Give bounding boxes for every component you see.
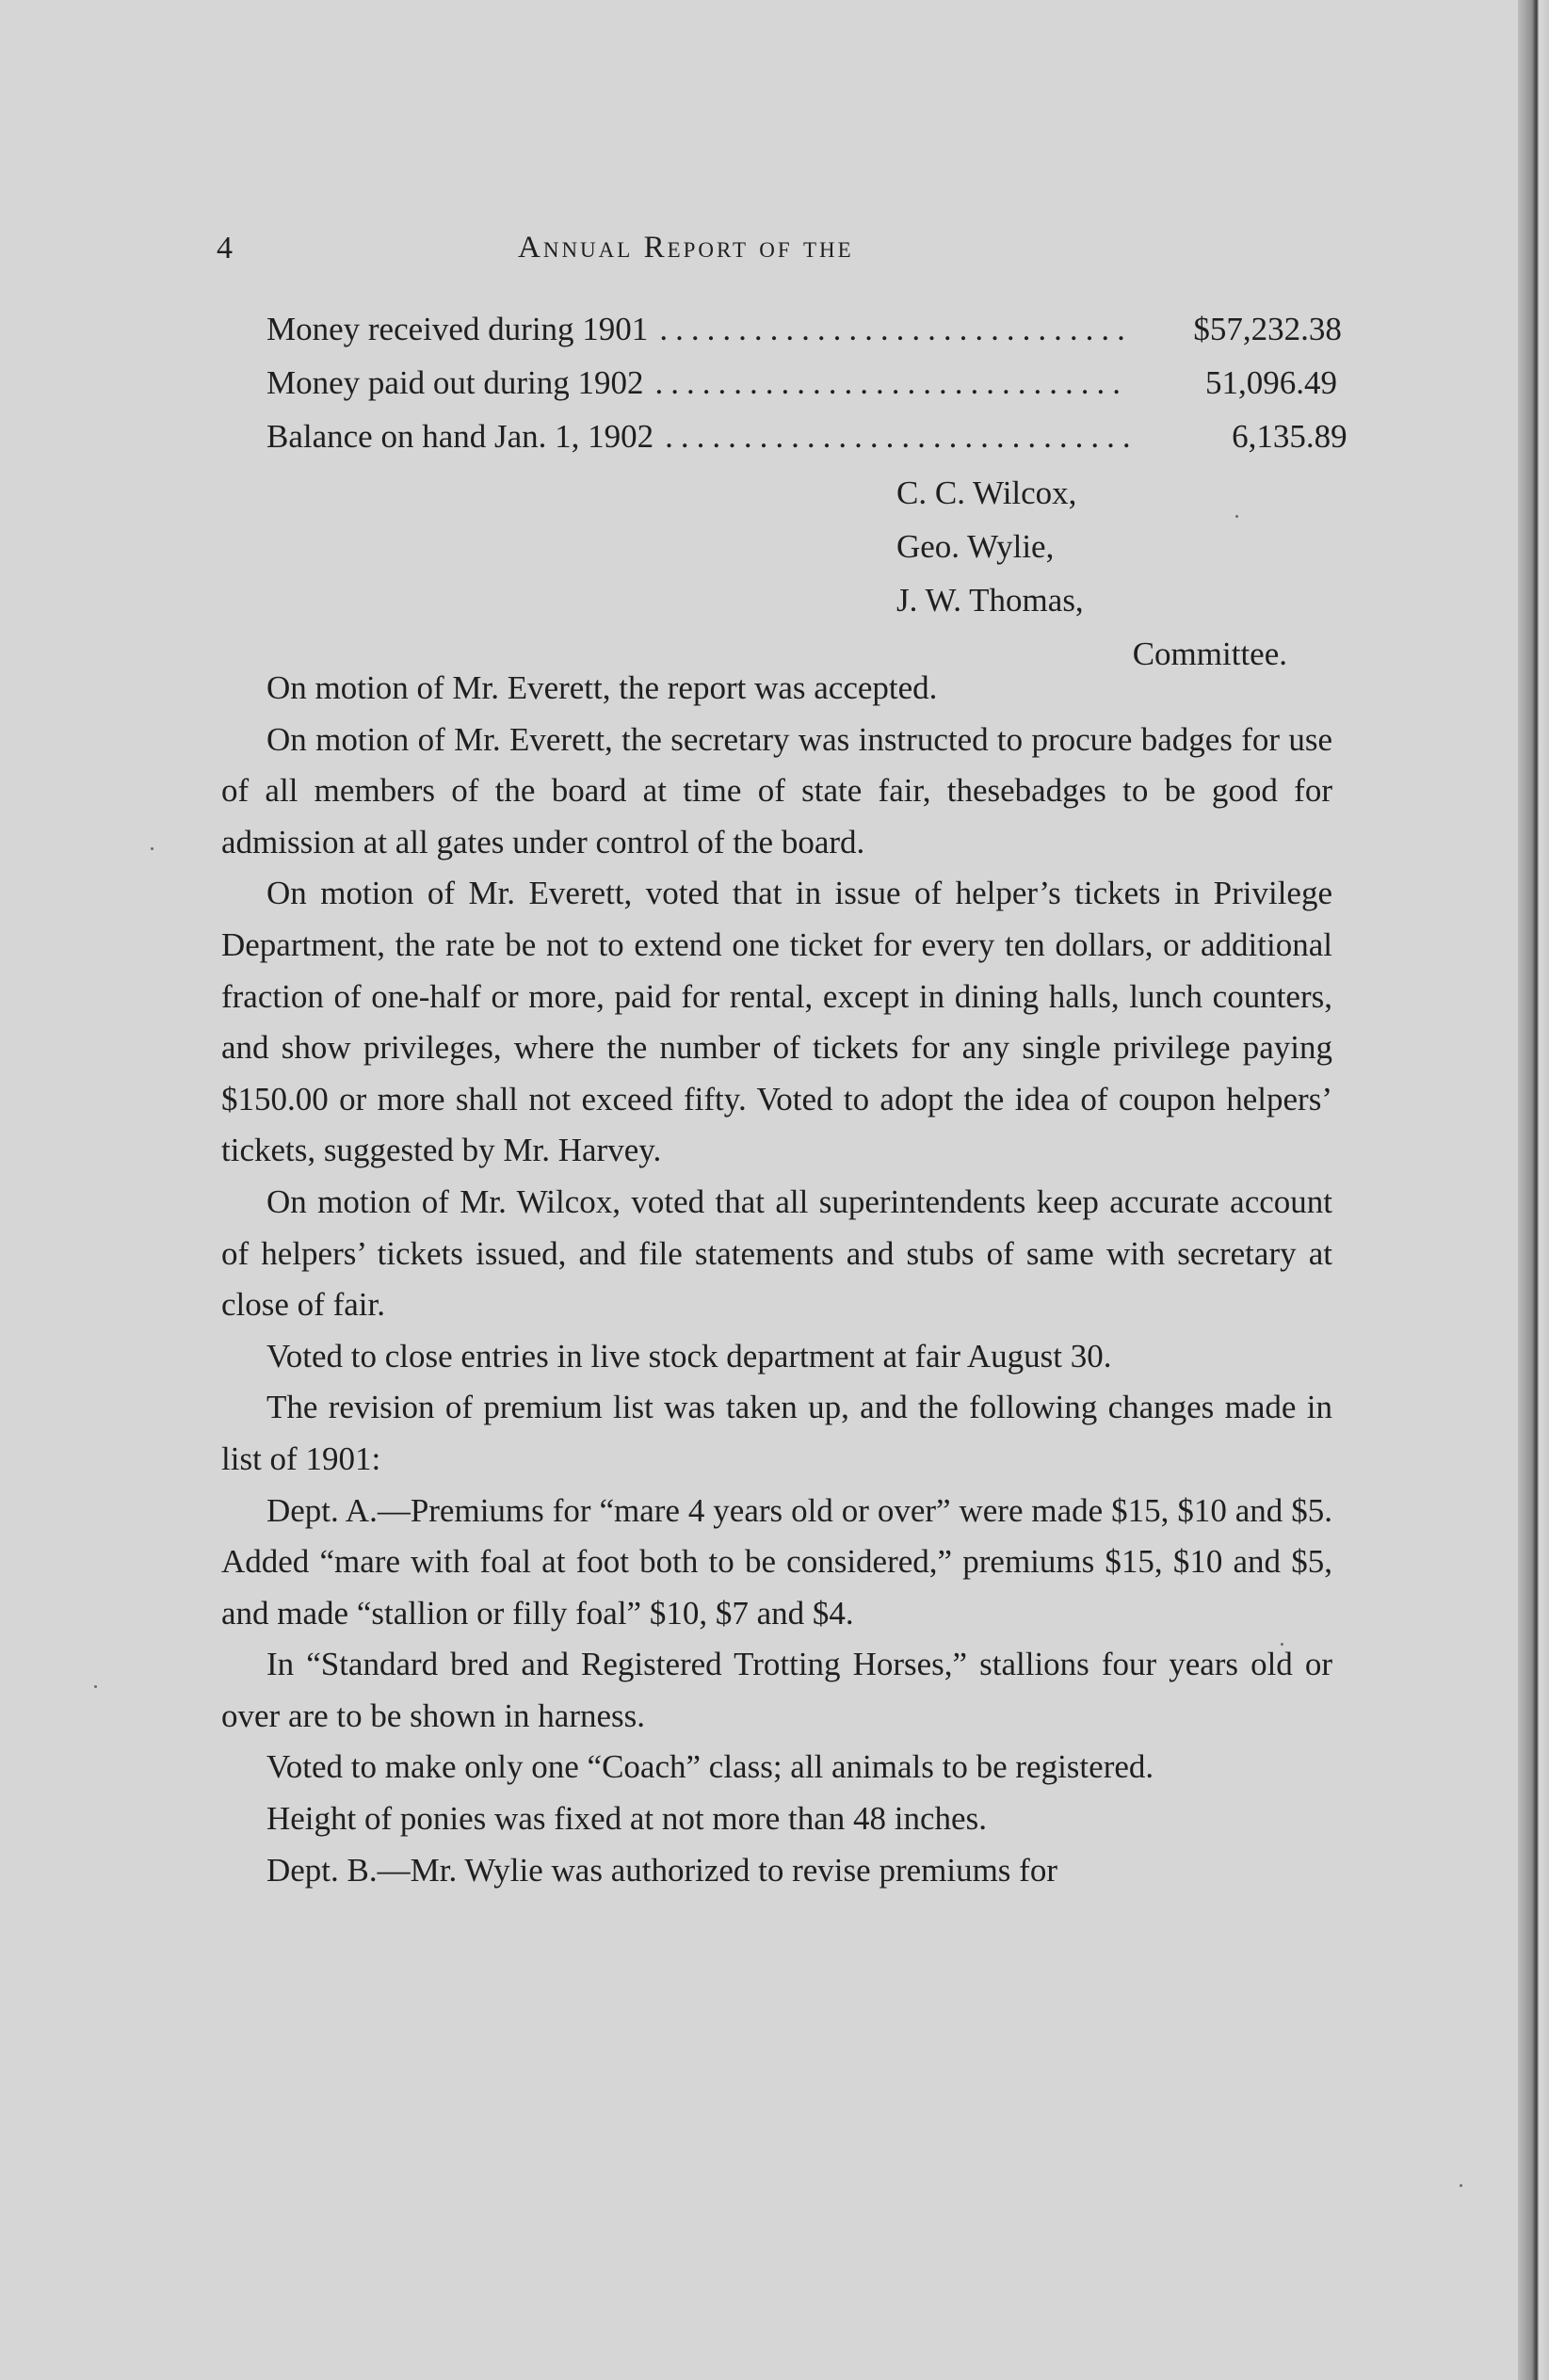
ledger-row [266,418,1347,472]
ledger-amount: $57,232.38 [1193,311,1342,347]
ledger-label: Money paid out during 1902 [266,364,644,401]
print-speck [1460,2184,1462,2187]
committee-member: C. C. Wilcox, [896,474,1077,511]
print-speck [151,847,153,850]
minutes-body [221,663,1332,1896]
committee-member: J. W. Thomas, [896,582,1084,619]
ledger-label: Balance on hand Jan. 1, 1902 [266,418,654,455]
leader-dots: .............................. [665,418,1138,455]
paragraph: Dept. B.—Mr. Wylie was authorized to revise premiums for [266,1851,1057,1889]
page-edge-shadow [1518,0,1549,2380]
paragraph: On motion of Mr. Everett, the report was accepted. [266,669,938,706]
ledger-label: Money received during 1901 [266,311,649,347]
paragraph: On motion of Mr. Wilcox, voted that all superintendents keep accurate account of helpers’ tickets issued, and file statements and stubs of same with secretary at close of fair. [221,1182,1332,1324]
ledger-amount: 51,096.49 [1205,364,1338,401]
ledger-row [266,311,1342,364]
paragraph: Dept. A.—Premiums for “mare 4 years old or over” were made $15, $10 and $5. Added “mare with foal at foot both to be considered,” premiums $15, $10 and $5, and made “stallion or filly foal” $10, $7 and $4. [221,1491,1332,1632]
print-speck [94,1685,97,1688]
print-speck [1281,1643,1283,1646]
page-header [217,231,1384,268]
leader-dots: .............................. [654,364,1129,401]
ledger-row [266,364,1338,418]
committee-title: Committee. [1132,635,1287,672]
paragraph: On motion of Mr. Everett, the secretary was instructed to procure badges for use of all members of the board at time of state fair, thesebadges to be good for admission at all gates under control of the board. [221,720,1332,860]
committee-member: Geo. Wylie, [896,528,1055,565]
paragraph: Height of ponies was fixed at not more than 48 inches. [266,1800,987,1838]
paragraph: Voted to make only one “Coach” class; all animals to be registered. [266,1748,1154,1786]
leader-dots: .............................. [659,311,1133,347]
paragraph: On motion of Mr. Everett, voted that in issue of helper’s tickets in Privilege Department, the rate be not to extend one ticket for every ten dollars, or additional fraction of one-half or more, paid for rental, except in dining halls, lunch counters, and show privileges, where the number of tickets for any single privilege paying $150.00 or more shall not exceed fifty. Voted to adopt the idea of coupon helpers’ tickets, suggested by Mr. Harvey. [221,875,1332,1169]
running-head: Annual Report of the [518,231,854,265]
paragraph: The revision of premium list was taken up, and the following changes made in list of 1901: [221,1389,1332,1477]
print-speck [1235,515,1238,518]
page-number: 4 [217,231,233,265]
paragraph: In “Standard bred and Registered Trotting Horses,” stallions four years old or over are to be shown in harness. [221,1646,1332,1734]
ledger-amount: 6,135.89 [1232,418,1347,455]
paragraph: Voted to close entries in live stock department at fair August 30. [266,1337,1112,1375]
committee-signatures [896,466,1311,681]
financial-ledger [266,311,1347,472]
